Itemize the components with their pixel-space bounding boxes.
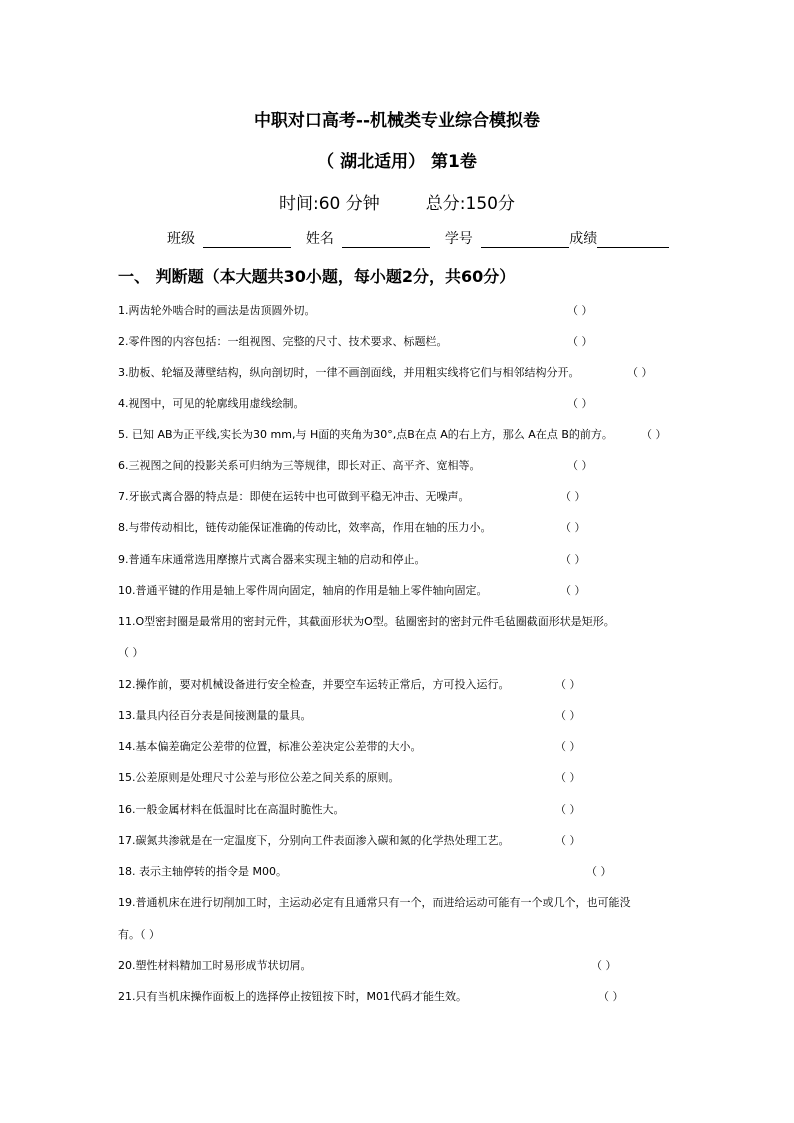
answer-paren[interactable]: （ ） — [555, 740, 581, 753]
answer-paren[interactable]: （ ） — [627, 366, 653, 379]
question-text: 10.普通平键的作用是轴上零件周向固定，轴肩的作用是轴上零件轴向固定。 — [118, 584, 488, 597]
question-text: 18. 表示主轴停转的指令是 M00。 — [118, 865, 287, 878]
answer-paren[interactable]: 有。（ ） — [118, 928, 160, 941]
exam-meta — [0, 189, 794, 214]
answer-paren[interactable]: （ ） — [560, 553, 586, 566]
answer-paren[interactable]: （ ） — [567, 397, 593, 410]
answer-paren[interactable]: （ ） — [560, 584, 586, 597]
answer-paren[interactable]: （ ） — [641, 428, 667, 441]
question-text: 9.普通车床通常选用摩擦片式离合器来实现主轴的启动和停止。 — [118, 553, 426, 566]
answer-paren[interactable]: （ ） — [555, 709, 581, 722]
answer-paren[interactable]: （ ） — [560, 521, 586, 534]
exam-score: 总分:150分 — [425, 194, 515, 214]
question-text: 8.与带传动相比，链传动能保证准确的传动比，效率高，作用在轴的压力小。 — [118, 521, 492, 534]
answer-paren[interactable]: （ ） — [118, 646, 144, 659]
grade-label: 成绩 — [569, 231, 598, 247]
section-title: 一、 判断题（本大题共30小题，每小题2分，共60分） — [118, 267, 516, 286]
class-label: 班级 — [167, 231, 195, 247]
question-text: 21.只有当机床操作面板上的选择停止按钮按下时，M01代码才能生效。 — [118, 990, 467, 1003]
question-text: 16.一般金属材料在低温时比在高温时脆性大。 — [118, 803, 345, 816]
answer-paren[interactable]: （ ） — [555, 803, 581, 816]
question-text: 20.塑性材料精加工时易形成节状切屑。 — [118, 959, 312, 972]
answer-paren[interactable]: （ ） — [555, 834, 581, 847]
answer-paren[interactable]: （ ） — [586, 865, 612, 878]
question-text: 1.两齿轮外啮合时的画法是齿顶圆外切。 — [118, 304, 316, 317]
student-id-field[interactable] — [481, 233, 569, 248]
question-text: 17.碳氮共渗就是在一定温度下，分别向工件表面渗入碳和氮的化学热处理工艺。 — [118, 834, 510, 847]
name-label: 姓名 — [305, 231, 334, 247]
answer-paren[interactable]: （ ） — [555, 771, 581, 784]
question-text: 2.零件图的内容包括：一组视图、完整的尺寸、技术要求、标题栏。 — [118, 335, 448, 348]
question-text: 5. 已知 AB为正平线,实长为30 mm,与 H面的夹角为30°,点B在点 A的右上方，那么 A在点 B的前方。 — [118, 428, 613, 441]
exam-time: 时间:60 分钟 — [279, 194, 380, 214]
student-id-label: 学号 — [444, 231, 473, 247]
answer-paren[interactable]: （ ） — [567, 459, 593, 472]
question-text: 14.基本偏差确定公差带的位置，标准公差决定公差带的大小。 — [118, 740, 422, 753]
student-info-row — [167, 228, 669, 248]
class-field[interactable] — [203, 233, 291, 248]
question-text: 6.三视图之间的投影关系可归纳为三等规律，即长对正、高平齐、宽相等。 — [118, 459, 481, 472]
name-field[interactable] — [342, 233, 430, 248]
question-text: 3.肋板、轮辐及薄壁结构，纵向剖切时，一律不画剖面线，并用粗实线将它们与相邻结构分开。 — [118, 366, 580, 379]
question-text: 11.O型密封圈是最常用的密封元件，其截面形状为O型。毡圈密封的密封元件毛毡圈截面形状是矩形。 — [118, 615, 615, 628]
answer-paren[interactable]: （ ） — [591, 959, 617, 972]
grade-field[interactable] — [597, 233, 669, 248]
question-text: 13.量具内径百分表是间接测量的量具。 — [118, 709, 312, 722]
answer-paren[interactable]: （ ） — [567, 304, 593, 317]
answer-paren[interactable]: （ ） — [567, 335, 593, 348]
question-text: 4.视图中，可见的轮廓线用虚线绘制。 — [118, 397, 305, 410]
exam-title: 中职对口高考--机械类专业综合模拟卷 — [253, 111, 541, 131]
question-text: 19.普通机床在进行切削加工时，主运动必定有且通常只有一个，而进给运动可能有一个或几个，也可能没 — [118, 896, 631, 909]
question-text: 12.操作前，要对机械设备进行安全检查，并要空车运转正常后，方可投入运行。 — [118, 678, 510, 691]
question-text: 7.牙嵌式离合器的特点是：即使在运转中也可做到平稳无冲击、无噪声。 — [118, 490, 470, 503]
answer-paren[interactable]: （ ） — [555, 678, 581, 691]
answer-paren[interactable]: （ ） — [560, 490, 586, 503]
exam-subtitle: （ 湖北适用） 第1卷 — [317, 152, 477, 172]
question-text: 15.公差原则是处理尺寸公差与形位公差之间关系的原则。 — [118, 771, 400, 784]
answer-paren[interactable]: （ ） — [598, 990, 624, 1003]
